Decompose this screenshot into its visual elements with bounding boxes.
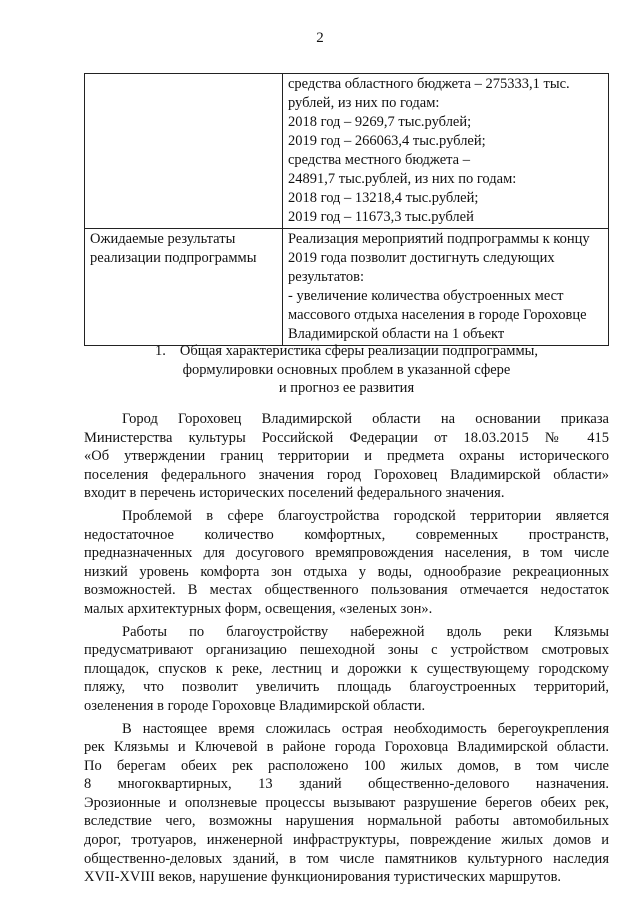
table-row bbox=[85, 74, 609, 229]
text-line: рек Клязьмы и Ключевой в районе города Гороховца Владимирской области. bbox=[84, 739, 609, 756]
body-text bbox=[84, 410, 609, 891]
text-line: возможностей. В местах общественного пользования отмечается недостаток bbox=[84, 582, 609, 599]
text-line: Эрозионные и оползневые процессы вызывают разрушение берегов обеих рек, bbox=[84, 794, 609, 811]
text-line: Город Гороховец Владимирской области на основании приказа bbox=[122, 411, 609, 427]
table-text-line: 2018 год – 9269,7 тыс.рублей; bbox=[288, 114, 472, 130]
text-line: предназначенных для досугового времяпровождения населения, в том числе bbox=[84, 545, 609, 562]
paragraph bbox=[84, 623, 609, 716]
text-line: Проблемой в сфере благоустройства городской территории является bbox=[122, 507, 609, 524]
table-text-line: средства областного бюджета – 275333,1 тыс. bbox=[288, 76, 570, 92]
text-line: пляжу, что позволит увеличить площадь благоустроенных территорий, bbox=[84, 679, 609, 696]
text-line: малых архитектурных форм, освещения, «зеленых зон». bbox=[84, 600, 433, 617]
text-line: В настоящее время сложилась острая необходимость берегоукрепления bbox=[122, 720, 609, 737]
section-heading bbox=[84, 342, 609, 398]
page-number: 2 bbox=[316, 30, 324, 46]
table-text-line: 2018 год – 13218,4 тыс.рублей; bbox=[288, 190, 479, 206]
text-line: вследствие чего, возможны нарушения нормальной работы автомобильных bbox=[84, 813, 609, 830]
paragraph bbox=[84, 720, 609, 887]
text-line: площадок, спусков к реке, лестниц и дорожки к существующему городскому bbox=[84, 660, 609, 677]
table-cell-label bbox=[85, 229, 283, 346]
text-line: озеленения в городе Гороховце Владимирской области. bbox=[84, 697, 426, 714]
table-text-line: - увеличение количества обустроенных мест bbox=[288, 288, 564, 304]
text-line: «Об утверждении границ территории и предмета охраны исторического bbox=[84, 448, 609, 465]
paragraph bbox=[84, 507, 609, 619]
table-row bbox=[85, 229, 609, 346]
text-line: низкий уровень комфорта зон отдыха у воды, однообразие рекреационных bbox=[84, 563, 609, 580]
program-passport-table bbox=[84, 73, 609, 346]
text-line: 8 многоквартирных, 13 зданий общественно-делового назначения. bbox=[84, 776, 609, 793]
text-line: XVII-XVIII веков, нарушение функционирования туристических маршрутов. bbox=[84, 869, 562, 886]
table-cell-value bbox=[283, 229, 609, 346]
table-text-line: рублей, из них по годам: bbox=[288, 95, 440, 111]
section-number: 1. bbox=[155, 343, 166, 359]
table-cell-value bbox=[283, 74, 609, 229]
text-line: По берегам обеих рек расположено 100 жилых домов, в том числе bbox=[84, 757, 609, 774]
table-text-line: 24891,7 тыс.рублей, из них по годам: bbox=[288, 171, 517, 187]
table-text-line: 2019 год – 11673,3 тыс.рублей bbox=[288, 209, 474, 225]
text-line: входит в перечень исторических поселений федерального значения. bbox=[84, 485, 505, 502]
table-text-line: реализации подпрограммы bbox=[90, 250, 257, 266]
table-text-line: Владимирской области на 1 объект bbox=[288, 326, 505, 342]
section-title-text: Общая характеристика сферы реализации подпрограммы, bbox=[179, 343, 538, 359]
table-text-line: 2019 года позволит достигнуть следующих bbox=[288, 250, 555, 266]
table-text-line: Реализация мероприятий подпрограммы к концу bbox=[288, 231, 590, 247]
section-title-line bbox=[84, 342, 609, 361]
table-text-line: средства местного бюджета – bbox=[288, 152, 470, 168]
table-text-line: результатов: bbox=[288, 269, 365, 285]
text-line: поселения федерального значения город Гороховец Владимирской области» bbox=[84, 466, 609, 483]
paragraph bbox=[84, 410, 609, 503]
text-line: недостаточное количество комфортных, современных пространств, bbox=[84, 526, 609, 543]
table-text-line: массового отдыха населения в городе Гороховце bbox=[288, 307, 587, 323]
text-line: Работы по благоустройству набережной вдоль реки Клязьмы bbox=[122, 623, 609, 640]
table-cell-label bbox=[85, 74, 283, 229]
section-title-line: формулировки основных проблем в указанной сфере bbox=[182, 361, 511, 378]
text-line: общественно-деловых зданий, в том числе памятников культурного наследия bbox=[84, 850, 609, 867]
text-line: Министерства культуры Российской Федерации от 18.03.2015 № 415 bbox=[84, 429, 609, 446]
table-text-line: Ожидаемые результаты bbox=[90, 231, 236, 247]
table-text-line: 2019 год – 266063,4 тыс.рублей; bbox=[288, 133, 486, 149]
text-line: предусматривают организацию пешеходной зоны с устройством смотровых bbox=[84, 642, 609, 659]
text-line: дорог, тротуаров, инженерной инфраструктуры, повреждение жилых домов и bbox=[84, 832, 609, 849]
section-title-line: и прогноз ее развития bbox=[278, 380, 415, 396]
